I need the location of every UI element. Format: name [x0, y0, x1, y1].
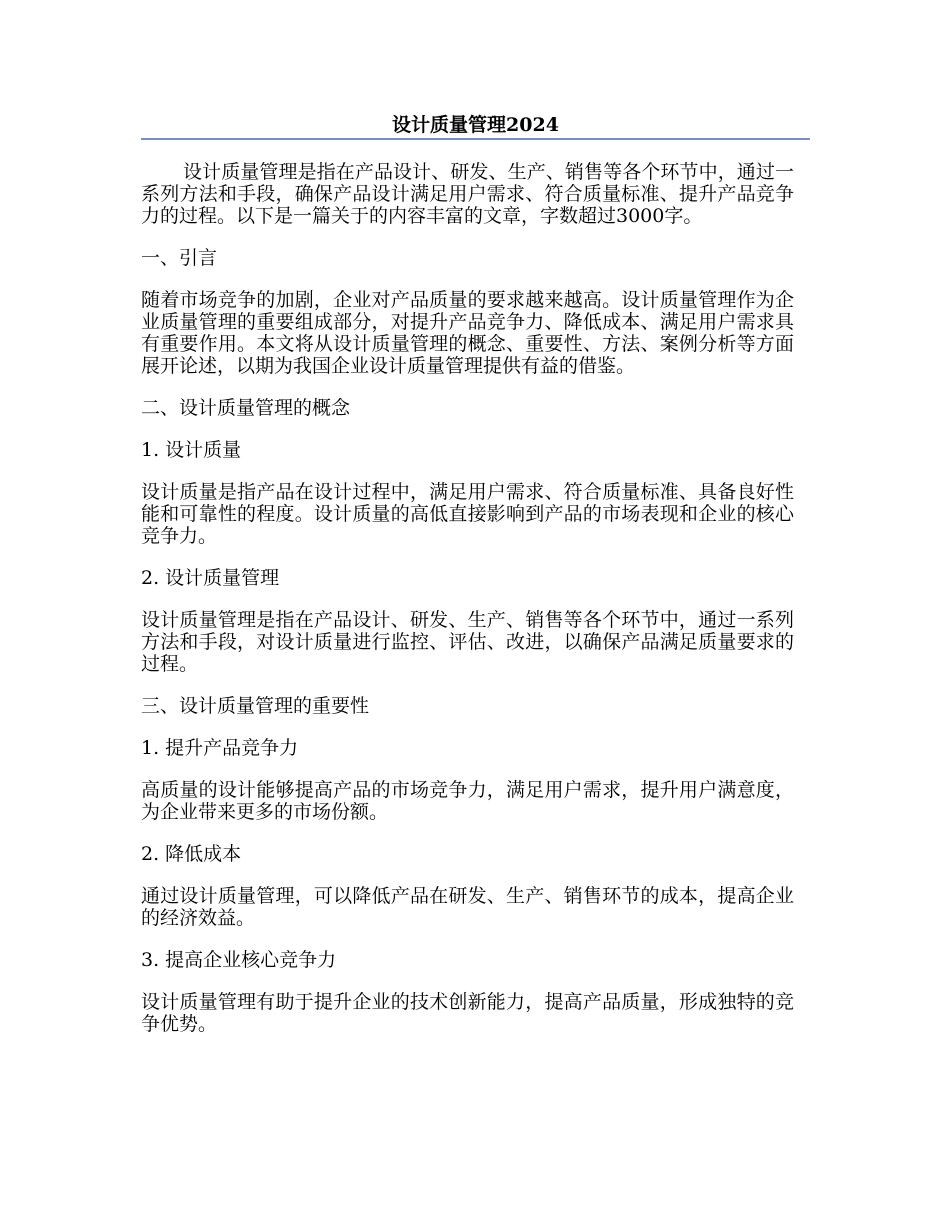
subsection-heading: 2. 设计质量管理 — [141, 567, 280, 589]
intro-paragraph: 设计质量管理是指在产品设计、研发、生产、销售等各个环节中，通过一系列方法和手段，确保产品设计满足用户需求、符合质量标准、提升产品竞争力的过程。以下是一篇关于的内容丰富的文章，字数超过3000字。 — [141, 161, 794, 227]
subsection-heading: 2. 降低成本 — [141, 843, 242, 865]
document-body — [141, 161, 794, 1055]
subsection-heading: 1. 提升产品竞争力 — [141, 737, 299, 759]
body-paragraph: 通过设计质量管理，可以降低产品在研发、生产、销售环节的成本，提高企业的经济效益。 — [141, 885, 794, 929]
body-paragraph: 高质量的设计能够提高产品的市场竞争力，满足用户需求，提升用户满意度，为企业带来更多的市场份额。 — [141, 779, 794, 823]
subsection-heading: 3. 提高企业核心竞争力 — [141, 949, 337, 971]
body-paragraph: 设计质量管理是指在产品设计、研发、生产、销售等各个环节中，通过一系列方法和手段，对设计质量进行监控、评估、改进，以确保产品满足质量要求的过程。 — [141, 609, 794, 675]
subsection-heading: 1. 设计质量 — [141, 439, 242, 461]
body-paragraph: 随着市场竞争的加剧，企业对产品质量的要求越来越高。设计质量管理作为企业质量管理的重要组成部分，对提升产品竞争力、降低成本、满足用户需求具有重要作用。本文将从设计质量管理的概念、重要性、方法、案例分析等方面展开论述，以期为我国企业设计质量管理提供有益的借鉴。 — [141, 289, 794, 377]
body-paragraph: 设计质量是指产品在设计过程中，满足用户需求、符合质量标准、具备良好性能和可靠性的程度。设计质量的高低直接影响到产品的市场表现和企业的核心竞争力。 — [141, 481, 794, 547]
section-heading-2: 二、设计质量管理的概念 — [141, 397, 351, 419]
section-heading-1: 一、引言 — [141, 247, 218, 269]
body-paragraph: 设计质量管理有助于提升企业的技术创新能力，提高产品质量，形成独特的竞争优势。 — [141, 991, 794, 1035]
section-heading-3: 三、设计质量管理的重要性 — [141, 695, 370, 717]
document-title: 设计质量管理2024 — [392, 114, 559, 136]
title-underline — [141, 138, 810, 140]
